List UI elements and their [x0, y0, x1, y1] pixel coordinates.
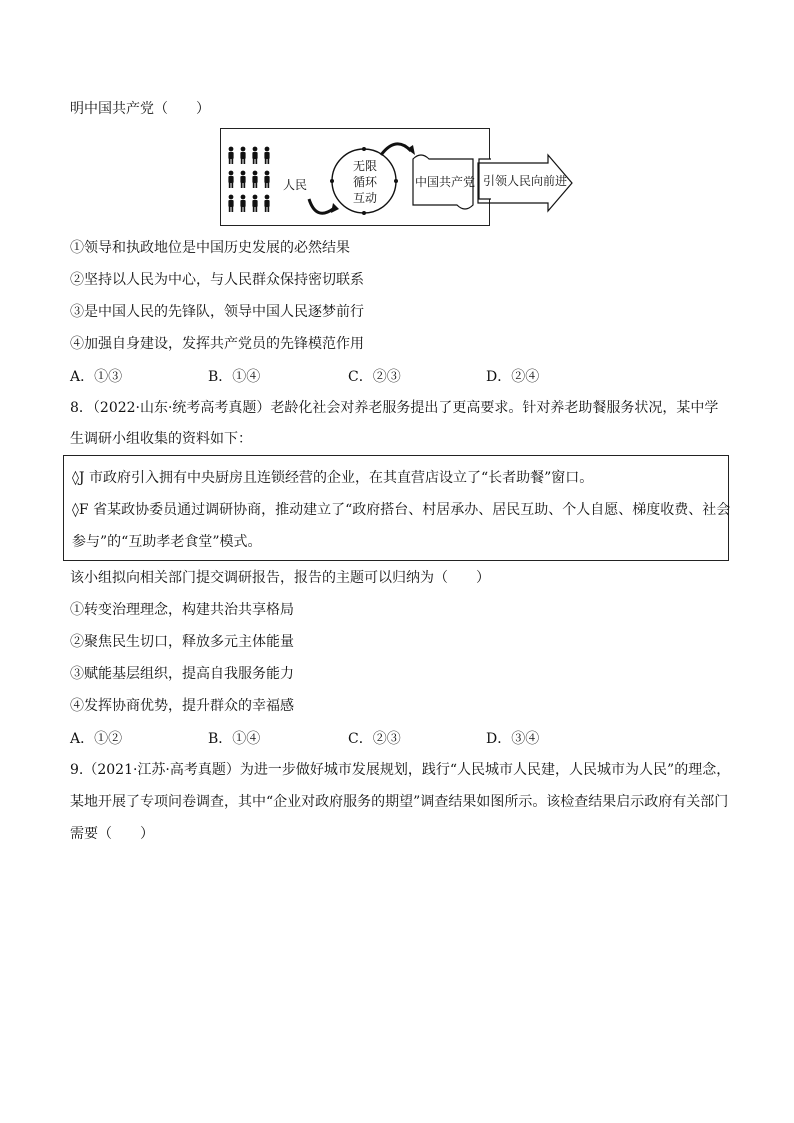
q7-option-a[interactable]: A．①③ — [70, 369, 123, 385]
q7-statement-2: ②坚持以人民为中心，与人民群众保持密切联系 — [70, 272, 364, 288]
person-icon — [228, 147, 233, 164]
person-icon — [264, 195, 269, 212]
q8-stem-line-1: 8．（2022·山东·统考高考真题）老龄化社会对养老服务提出了更高要求。针对养老助餐服务状况，某中学 — [70, 400, 719, 416]
q8-option-d[interactable]: D．③④ — [486, 731, 540, 747]
q7-option-b[interactable]: B．①④ — [208, 369, 261, 385]
q8-options — [70, 728, 670, 748]
q8-material-box — [63, 455, 729, 561]
q8-option-b[interactable]: B．①④ — [208, 731, 261, 747]
person-icon — [252, 147, 257, 164]
q7-options — [70, 366, 670, 386]
q7-stem-tail: 明中国共产党（ ） — [70, 101, 210, 117]
person-icon — [264, 147, 269, 164]
big-arrow-outline — [476, 153, 576, 213]
q7-option-d[interactable]: D．②④ — [486, 369, 540, 385]
q7-statement-4: ④加强自身建设，发挥共产党员的先锋模范作用 — [70, 336, 364, 352]
person-icon — [252, 195, 257, 212]
q8-statement-1: ①转变治理理念，构建共治共享格局 — [70, 602, 294, 618]
diagram-party-label: 中国共产党 — [415, 175, 476, 189]
q9-stem-line-2: 某地开展了专项问卷调查，其中“企业对政府服务的期望”调查结果如图所示。该检查结果启示政府有关部门 — [70, 794, 729, 810]
q8-stem-line-2: 生调研小组收集的资料如下： — [70, 431, 252, 447]
left-curve-arrow — [309, 199, 333, 213]
left-arrow-head — [331, 203, 339, 213]
person-icon — [240, 195, 245, 212]
diagram-arrow-text: 引领人民向前进 — [483, 174, 568, 188]
diagram-loop-text-2: 循环 — [353, 175, 378, 189]
q8-option-a[interactable]: A．①② — [70, 731, 123, 747]
q8-material-line-3: 参与”的“互助孝老食堂”模式。 — [72, 534, 262, 550]
q8-statement-3: ③赋能基层组织，提高自我服务能力 — [70, 666, 294, 682]
q7-statement-1: ①领导和执政地位是中国历史发展的必然结果 — [70, 240, 350, 256]
q8-statement-2: ②聚焦民生切口，释放多元主体能量 — [70, 634, 294, 650]
q8-material-line-1: ◊J 市政府引入拥有中央厨房且连锁经营的企业，在其直营店设立了“长者助餐”窗口。 — [72, 470, 594, 486]
person-icon — [264, 171, 269, 188]
right-curve-arrow — [381, 144, 411, 155]
person-icon — [240, 171, 245, 188]
q9-stem-line-1: 9.（2021·江苏·高考真题）为进一步做好城市发展规划，践行“人民城市人民建，人民城市为人民”的理念， — [70, 762, 731, 778]
q8-statement-4: ④发挥协商优势，提升群众的幸福感 — [70, 698, 294, 714]
diagram-loop-text-1: 无限 — [353, 159, 378, 173]
person-icon — [228, 195, 233, 212]
diagram-loop-text-3: 互动 — [353, 191, 378, 205]
q8-material-line-2: ◊F 省某政协委员通过调研协商，推动建立了“政府搭台、村居承办、居民互助、个人自愿、梯度收费、社会 — [72, 502, 731, 518]
party-people-diagram — [220, 128, 490, 226]
q9-stem-line-3: 需要（ ） — [70, 826, 154, 842]
q8-question: 该小组拟向相关部门提交调研报告，报告的主题可以归纳为（ ） — [70, 570, 490, 586]
q8-option-c[interactable]: C．②③ — [348, 731, 401, 747]
person-icon — [240, 147, 245, 164]
q7-statement-3: ③是中国人民的先锋队，领导中国人民逐梦前行 — [70, 304, 364, 320]
diagram-people-label: 人民 — [283, 178, 308, 192]
q7-option-c[interactable]: C．②③ — [348, 369, 401, 385]
people-grid — [228, 147, 269, 212]
person-icon — [252, 171, 257, 188]
person-icon — [228, 171, 233, 188]
